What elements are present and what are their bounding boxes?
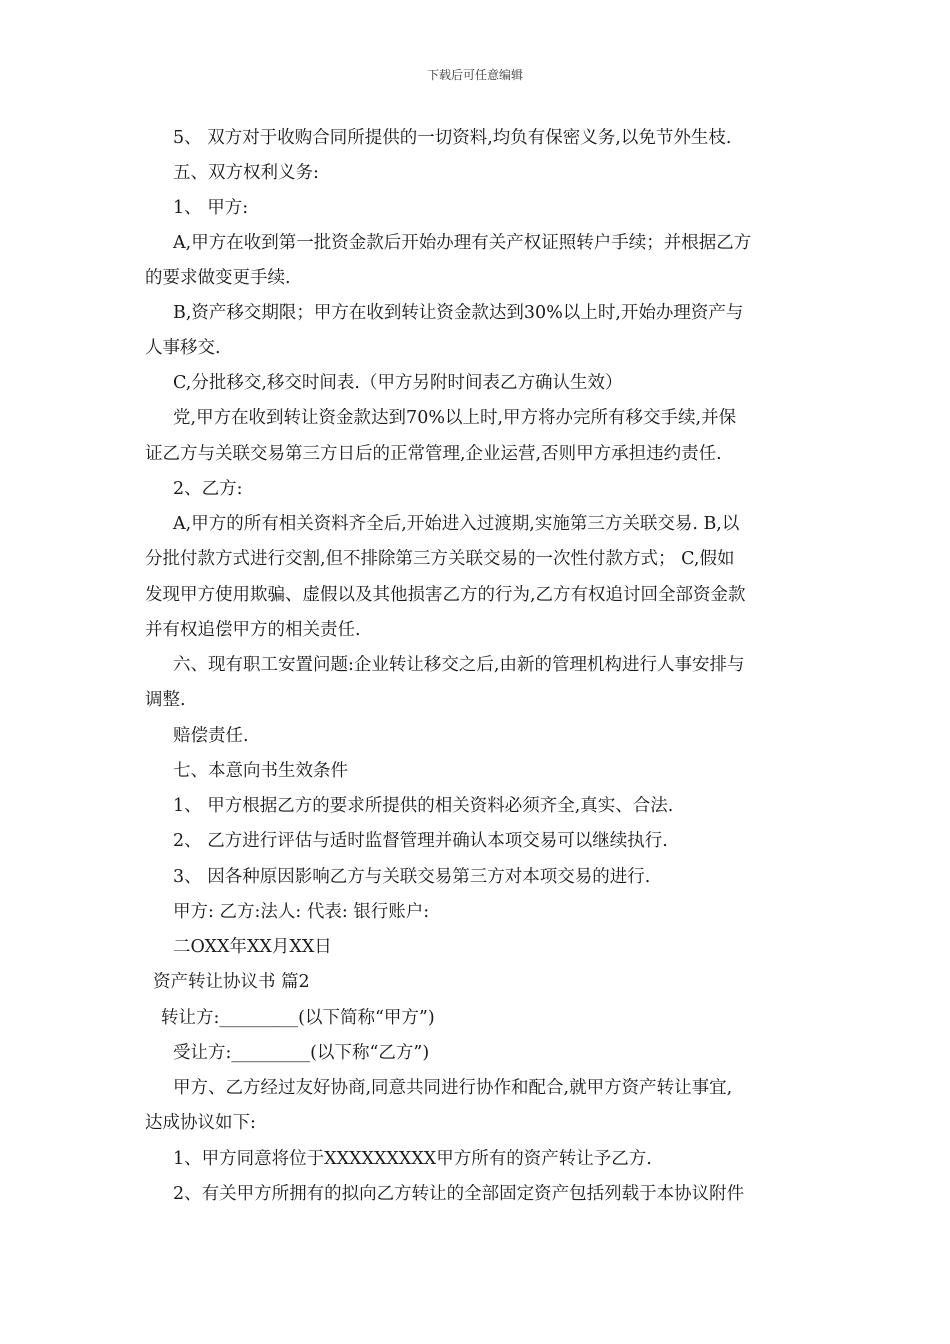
paragraph-line: 发现甲方使用欺骗、虚假以及其他损害乙方的行为,乙方有权追讨回全部资金款 <box>145 585 746 605</box>
paragraph-line: C,分批移交,移交时间表.（甲方另附时间表乙方确认生效） <box>173 373 623 393</box>
paragraph-line: A,甲方的所有相关资料齐全后,开始进入过渡期,实施第三方关联交易. B,以 <box>173 514 740 534</box>
paragraph-line: 1、甲方同意将位于XXXXXXXXX甲方所有的资产转让予乙方. <box>173 1149 652 1169</box>
page-header: 下载后可任意编辑 <box>426 68 523 82</box>
paragraph-line: 五、双方权利义务: <box>173 163 319 183</box>
paragraph-line: 2、 乙方进行评估与适时监督管理并确认本项交易可以继续执行. <box>173 831 668 851</box>
paragraph-line: 2、乙方: <box>173 479 243 499</box>
paragraph-line: 赔偿责任. <box>173 726 249 746</box>
paragraph-line: 证乙方与关联交易第三方日后的正常管理,企业运营,否则甲方承担违约责任. <box>145 444 722 464</box>
paragraph-line: 党,甲方在收到转让资金款达到70%以上时,甲方将办完所有移交手续,并保 <box>173 408 737 428</box>
paragraph-line: 5、 双方对于收购合同所提供的一切资料,均负有保密义务,以免节外生枝. <box>173 128 732 148</box>
paragraph-line: 分批付款方式进行交割,但不排除第三方关联交易的一次性付款方式； C,假如 <box>145 549 735 569</box>
paragraph-line: 甲方: 乙方:法人: 代表: 银行账户: <box>173 902 430 922</box>
section-heading: 资产转让协议书 篇2 <box>153 972 310 992</box>
paragraph-line: 的要求做变更手续. <box>145 268 291 288</box>
paragraph-line: 并有权追偿甲方的相关责任. <box>145 620 361 640</box>
paragraph-line: 六、现有职工安置问题:企业转让移交之后,由新的管理机构进行人事安排与 <box>173 655 745 675</box>
paragraph-line: 2、有关甲方所拥有的拟向乙方转让的全部固定资产包括列载于本协议附件 <box>173 1184 745 1204</box>
paragraph-line: 七、本意向书生效条件 <box>173 761 348 781</box>
paragraph-line: A,甲方在收到第一批资金款后开始办理有关产权证照转户手续；并根据乙方 <box>173 233 752 253</box>
paragraph-line: 1、 甲方: <box>173 198 249 218</box>
paragraph-line: 人事移交. <box>145 338 221 358</box>
paragraph-line: 1、 甲方根据乙方的要求所提供的相关资料必须齐全,真实、合法. <box>173 796 674 816</box>
paragraph-line: 二OXX年XX月XX日 <box>173 937 332 957</box>
paragraph-line: 3、 因各种原因影响乙方与关联交易第三方对本项交易的进行. <box>173 867 651 887</box>
paragraph-line: 转让方:_________(以下简称“甲方”) <box>161 1008 435 1028</box>
paragraph-line: 达成协议如下: <box>145 1113 256 1133</box>
paragraph-line: 受让方:_________(以下称“乙方”) <box>173 1043 430 1063</box>
paragraph-line: 调整. <box>145 690 186 710</box>
paragraph-line: B,资产移交期限；甲方在收到转让资金款达到30%以上时,开始办理资产与 <box>173 303 744 323</box>
paragraph-line: 甲方、乙方经过友好协商,同意共同进行协作和配合,就甲方资产转让事宜, <box>173 1078 733 1098</box>
